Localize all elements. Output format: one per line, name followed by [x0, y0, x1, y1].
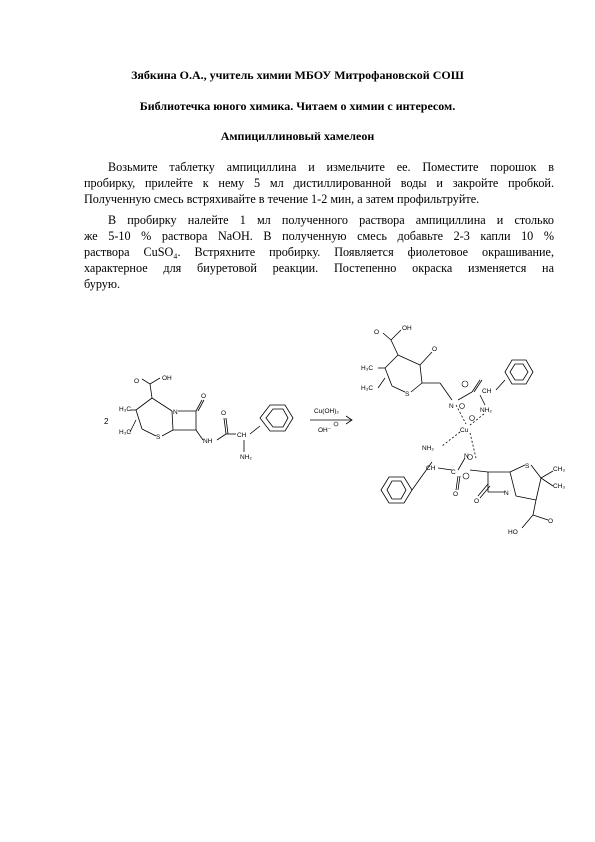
chem-label: CH₃: [553, 483, 566, 490]
text-line: В пробирку налейте 1 мл полученного раствора ампициллина и столько: [108, 213, 554, 227]
chem-label: NH₂: [422, 445, 434, 452]
text-line: бурую.: [84, 277, 121, 291]
chem-label: O: [453, 491, 459, 498]
coefficient: 2: [104, 417, 109, 426]
chem-label: NH₂: [240, 454, 252, 461]
chem-label: NH: [203, 438, 213, 445]
text-line: пробирку, прилейте к нему 5 мл дистиллированной воды и закройте пробкой.: [84, 176, 554, 190]
chem-label: H₃C: [119, 429, 132, 436]
chem-label: O: [221, 410, 227, 417]
chem-label: S: [156, 434, 161, 441]
chem-label: O: [134, 378, 140, 385]
reagent-bottom: OH⁻: [318, 427, 332, 434]
chem-label: OH: [402, 325, 412, 332]
chem-label: O: [432, 346, 438, 353]
text-line: же 5-10 % раствора NaOH. В полученную смесь добавьте 2-3 капли 10 %: [84, 229, 554, 243]
chem-label: N: [464, 453, 469, 460]
text-line: характерное для биуретовой реакции. Постепенно окраска изменяется на: [84, 261, 554, 275]
text-line: Возьмите таблетку ампициллина и измельчите ее. Поместите порошок в: [108, 160, 554, 174]
text-line: раствора CuSO₄. Встряхните пробирку. Появляется фиолетовое окрашивание,: [84, 245, 554, 259]
chem-label: H₃C: [361, 365, 374, 372]
chem-label: C: [451, 469, 456, 476]
chem-label: CH: [237, 432, 247, 439]
article-title: Ампициллиновый хамелеон: [220, 129, 375, 143]
chem-label: CH₃: [553, 466, 566, 473]
chem-label: NH₂: [480, 407, 492, 414]
chem-label: O: [474, 498, 480, 505]
chem-label: H₃C: [361, 385, 374, 392]
reagent-top: Cu(OH)₂: [314, 408, 339, 415]
chem-label: CH: [426, 465, 436, 472]
chem-label: N: [173, 409, 178, 416]
series-line: Библиотечка юного химика. Читаем о химии с интересом.: [139, 99, 456, 113]
chem-label: S: [525, 463, 530, 470]
chem-label: O: [374, 329, 380, 336]
chem-label: N: [449, 403, 454, 410]
chem-label: HO: [508, 529, 518, 536]
chem-label: S: [405, 391, 410, 398]
chem-label: OH: [162, 375, 172, 382]
chem-label: Cu: [460, 427, 469, 434]
text-line: Полученную смесь встряхивайте в течение 1-2 мин, а затем профильтруйте.: [84, 192, 480, 206]
chem-label: H₃C: [119, 406, 132, 413]
author-line: Зябкина О.А., учитель химии МБОУ Митрофановской СОШ: [131, 68, 464, 82]
chem-label: CH: [482, 388, 492, 395]
chem-label: O: [201, 393, 207, 400]
chem-label: O: [548, 518, 554, 525]
chem-label: N: [504, 490, 509, 497]
